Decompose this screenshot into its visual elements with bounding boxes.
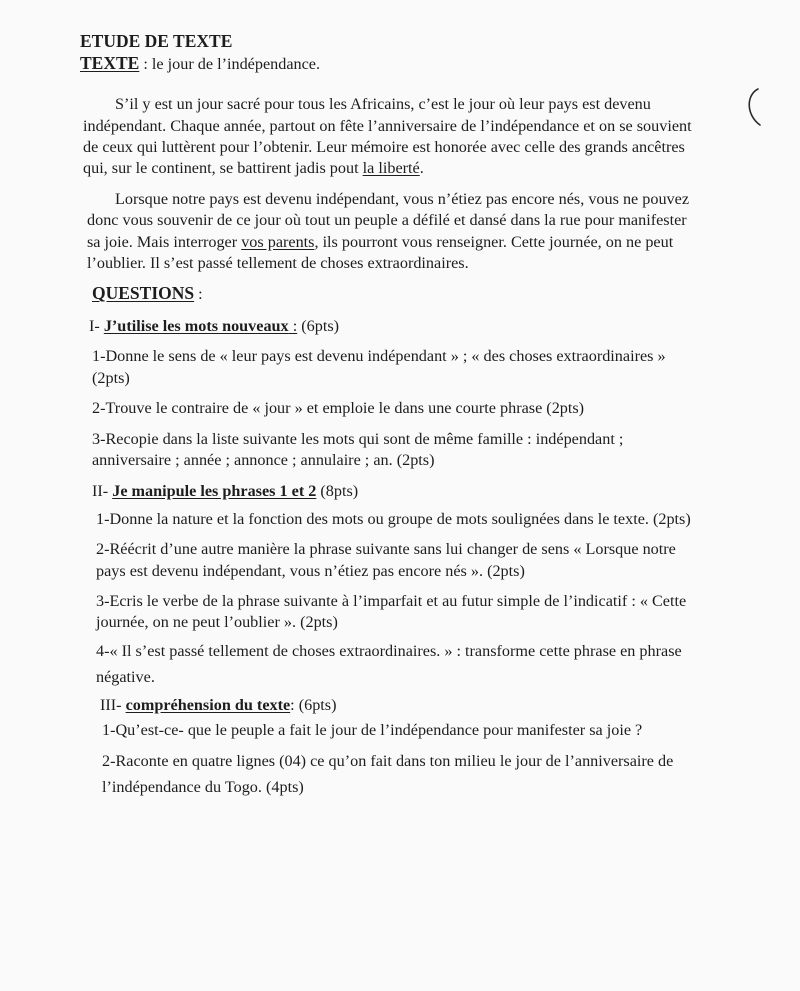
question-8: 1-Qu’est-ce- que le peuple a fait le jour de l’indépendance pour manifester sa joie ? — [102, 721, 643, 739]
p2-line3-post: , ils pourront vous renseigner. Cette journée, on ne peut — [314, 233, 674, 251]
section-2-heading — [92, 481, 358, 502]
p1-last-text: qui, sur le continent, se battirent jadis pout — [83, 159, 363, 177]
question-5-line-1: 2-Réécrit d’une autre manière la phrase suivante sans lui changer de sens « Lorsque notre — [96, 540, 676, 558]
section-3-points: : (6pts) — [290, 696, 337, 714]
section-1-number: I- — [89, 317, 104, 335]
section-1-points: (6pts) — [297, 317, 340, 335]
paragraph-2-line-3 — [87, 232, 673, 253]
questions-heading — [92, 283, 203, 305]
paragraph-1-line-1: S’il y est un jour sacré pour tous les Africains, c’est le jour où leur pays est devenu — [115, 95, 651, 113]
question-9-line-2: l’indépendance du Togo. (4pts) — [102, 778, 304, 796]
question-9-line-1: 2-Raconte en quatre lignes (04) ce qu’on fait dans ton milieu le jour de l’anniversaire de — [102, 752, 674, 770]
question-6-line-1: 3-Ecris le verbe de la phrase suivante à l’imparfait et au futur simple de l’indicatif : « Cette — [96, 592, 687, 610]
question-2: 2-Trouve le contraire de « jour » et emploie le dans une courte phrase (2pts) — [92, 399, 585, 417]
section-2-title: Je manipule les phrases 1 et 2 — [112, 482, 317, 500]
underlined-vos-parents: vos parents — [241, 233, 315, 251]
paragraph-1-line-3: de ceux qui luttèrent pour l’obtenir. Leur mémoire est honorée avec celle des grands ancêtres — [83, 138, 685, 156]
section-1-title: J’utilise les mots nouveaux — [103, 317, 289, 335]
texte-label: TEXTE — [80, 53, 140, 73]
question-7-line-2: négative. — [96, 668, 155, 686]
paragraph-1-line-4 — [83, 158, 424, 179]
section-3-title: compréhension du texte — [125, 696, 291, 714]
question-3-line-2: anniversaire ; année ; annonce ; annulaire ; an. (2pts) — [92, 451, 435, 469]
p1-last-punct: . — [419, 159, 424, 177]
paragraph-2-line-2: donc vous souvenir de ce jour où tout un peuple a défilé et dansé dans la rue pour manifester — [87, 211, 687, 229]
paragraph-1-line-2: indépendant. Chaque année, partout on fête l’anniversaire de l’indépendance et on se souvient — [83, 117, 692, 135]
question-7-line-1: 4-« Il s’est passé tellement de choses extraordinaires. » : transforme cette phrase en phrase — [96, 642, 682, 660]
section-3-heading — [100, 695, 336, 716]
questions-heading-label: QUESTIONS — [92, 283, 195, 303]
question-5-line-2: pays est devenu indépendant, vous n’étiez pas encore nés ». (2pts) — [96, 562, 525, 580]
paragraph-2-line-4: l’oublier. Il s’est passé tellement de choses extraordinaires. — [87, 254, 469, 272]
section-2-points: (8pts) — [316, 482, 359, 500]
section-2-number: II- — [92, 482, 113, 500]
page-title: ETUDE DE TEXTE — [80, 31, 233, 51]
question-1-line-2: (2pts) — [92, 369, 130, 387]
pen-mark-decoration — [740, 85, 770, 129]
question-6-line-2: journée, on ne peut l’oublier ». (2pts) — [96, 613, 338, 631]
texte-line — [80, 53, 320, 75]
questions-heading-colon: : — [194, 285, 203, 303]
section-1-heading — [89, 316, 339, 337]
p2-line3-pre: sa joie. Mais interroger — [87, 233, 242, 251]
section-1-sep: : — [288, 317, 298, 335]
question-1-line-1: 1-Donne le sens de « leur pays est devenu indépendant » ; « des choses extraordinaires » — [92, 347, 666, 365]
section-3-number: III- — [100, 696, 126, 714]
paragraph-2-line-1: Lorsque notre pays est devenu indépendant, vous n’étiez pas encore nés, vous ne pouvez — [115, 190, 690, 208]
texte-subject: : le jour de l’indépendance. — [139, 55, 321, 73]
question-3-line-1: 3-Recopie dans la liste suivante les mots qui sont de même famille : indépendant ; — [92, 430, 624, 448]
underlined-la-liberte: la liberté — [362, 159, 420, 177]
question-4: 1-Donne la nature et la fonction des mots ou groupe de mots soulignées dans le texte. (2pts) — [96, 510, 691, 528]
